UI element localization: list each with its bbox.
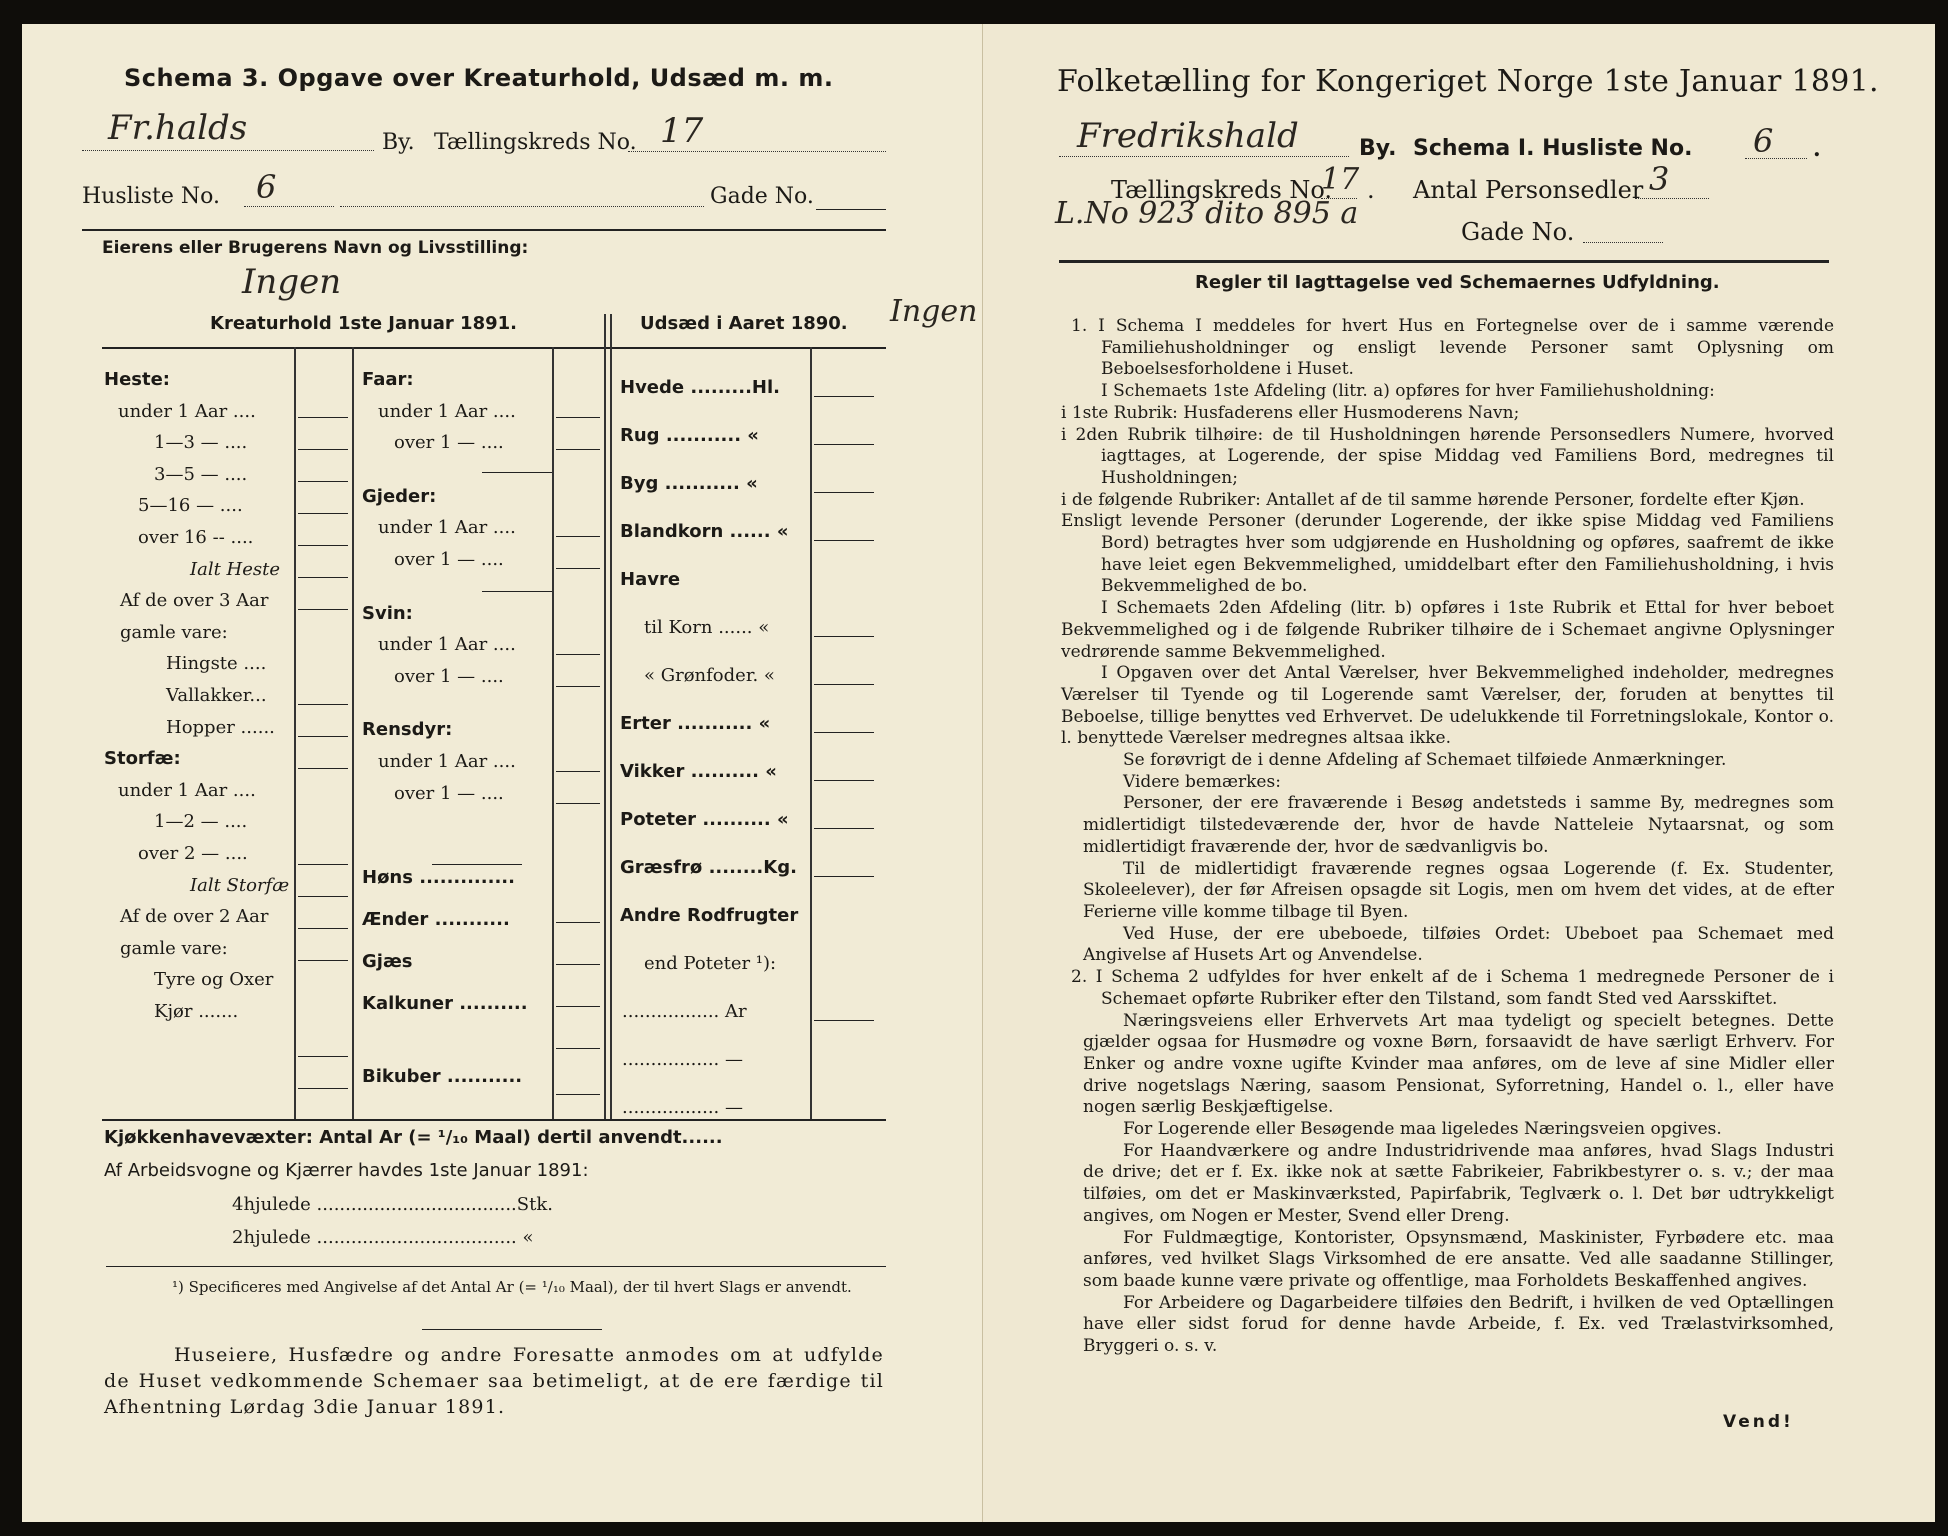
- livestock-row: Af de over 3 Aar: [120, 590, 269, 612]
- crop-row: « Grønfoder. «: [644, 665, 775, 686]
- rules-heading: Regler til Iagttagelse ved Schemaernes Udfyldning.: [1195, 272, 1720, 293]
- right-title: Folketælling for Kongeriget Norge 1ste Januar 1891.: [1057, 64, 1879, 99]
- rule-paragraph: i de følgende Rubriker: Antallet af de til samme hørende Personer, fordelte efter Kjøn.: [1061, 489, 1805, 510]
- livestock-row: under 1 Aar ....: [378, 400, 516, 422]
- udsaed-value: Ingen: [890, 294, 978, 329]
- livestock-row: over 1 — ....: [394, 432, 504, 454]
- personsedler-field: [1635, 160, 1709, 199]
- right-taellingskreds-field: [1321, 162, 1360, 199]
- to-hjulede-row: 2hjulede ................................... «: [232, 1227, 534, 1248]
- livestock-row: 5—16 — ....: [138, 495, 243, 517]
- footnote-rule: [106, 1266, 886, 1267]
- livestock-row: gamle vare:: [120, 937, 228, 959]
- rule-paragraph: i 2den Rubrik tilhøire: de til Husholdningen hørende Personsedlers Numere, hvorved iagttages, at Logerende, der spise Middag ved Familiens Bord, medregnes til Husholdningen;: [1061, 424, 1834, 488]
- right-by-field: [1059, 116, 1349, 157]
- svin-heading: Svin:: [362, 602, 413, 624]
- gade-label: Gade No.: [710, 184, 814, 209]
- right-husliste-field: [1745, 122, 1807, 160]
- by-field: [82, 108, 374, 151]
- right-by-label: By.: [1359, 136, 1397, 161]
- rule-paragraph: I Schemaets 1ste Afdeling (litr. a) opføres for hver Familiehusholdning:: [1101, 381, 1715, 402]
- closing-note: Huseiere, Husfædre og andre Foresatte anmodes om at udfylde de Huset vedkommende Schemaer saa betimeligt, at de ere færdige til Afhentning Lørdag 3die Januar 1891.: [104, 1344, 884, 1418]
- crop-row: Havre: [620, 569, 681, 590]
- gade-field-line: [340, 174, 704, 207]
- livestock-row: under 1 Aar ....: [378, 634, 516, 656]
- livestock-row: over 1 — ....: [394, 548, 504, 570]
- right-header-rule: [1059, 260, 1829, 263]
- bikuber-row: Bikuber ...........: [362, 1066, 523, 1088]
- crop-row: Blandkorn ...... «: [620, 521, 789, 542]
- crop-row: Byg ........... «: [620, 473, 758, 494]
- left-page-schema-3: [22, 24, 983, 1522]
- livestock-row: Hopper ......: [166, 716, 275, 738]
- rule-paragraph: For Arbeidere og Dagarbeidere tilføies den Bedrift, i hvilken de ved Optællingen have eller sidst forud for denne havde Arbeide, f. Ex. ved Trælastvirksomhed, Bryggeri o. s. v.: [1083, 1292, 1834, 1357]
- livestock-row: gamle vare:: [120, 621, 228, 643]
- personsedler-value: 3: [1649, 160, 1670, 198]
- livestock-column-2: [362, 364, 528, 1093]
- rule-paragraph: I Opgaven over det Antal Værelser, hver Bekvemmelighed indeholder, medregnes Værelser til Tyende og til Logerende samt Værelser, der, foruden at benyttes til Beboelse, tillige benyttes ved Erhvervet. De udelukkende til Forretningslokale, Kontor o. l. benyttede Værelser medregnes altsaa ikke.: [1061, 663, 1834, 749]
- rule-paragraph: Næringsveiens eller Erhvervets Art maa tydeligt og specielt betegnes. Dette gjælder ogsaa for Husmødre og voxne Børn, forsaavidt de have særligt Erhverv. For Enker og andre voxne ugifte Kvinder maa anføres, om de leve af sine Midler eller drive nogetslags Næring, saasom Pensionat, Syforretning, Handel o. l., eller have nogen særlig Beskjæftigelse.: [1083, 1010, 1834, 1118]
- table-top-rule: [102, 347, 886, 349]
- livestock-row: 3—5 — ....: [154, 463, 248, 485]
- rules-text: [1061, 316, 1834, 1358]
- fire-hjulede-row: 4hjulede ...................................Stk.: [232, 1194, 553, 1215]
- livestock-row: Tyre og Oxer: [154, 969, 274, 991]
- crop-row: Erter ........... «: [620, 713, 771, 734]
- husliste-field: [244, 168, 334, 207]
- crop-row: Hvede .........Hl.: [620, 377, 780, 398]
- lno-handwritten-note: L.No 923 dito 895 a: [1055, 196, 1359, 231]
- col-divider-2c: [610, 314, 612, 1119]
- owner-label: Eierens eller Brugerens Navn og Livsstilling:: [102, 238, 529, 258]
- crop-row: end Poteter ¹):: [644, 953, 777, 974]
- ialt-storfae: Ialt Storfæ: [190, 874, 290, 896]
- kjokkenhave-text: Kjøkkenhavevæxter: Antal Ar (= ¹/₁₀ Maal) dertil anvendt......: [104, 1127, 723, 1148]
- livestock-column-1: [104, 364, 289, 1027]
- kreaturhold-heading: Kreaturhold 1ste Januar 1891.: [210, 313, 517, 334]
- col-divider-3a: [810, 347, 812, 1119]
- gade-value-line: [816, 209, 886, 210]
- husliste-label: Husliste No.: [82, 184, 220, 209]
- husliste-value: 6: [256, 168, 277, 206]
- col-divider-2b: [604, 314, 606, 1119]
- livestock-row: under 1 Aar ....: [118, 400, 256, 422]
- rule-paragraph: Personer, der ere fraværende i Besøg andetsteds i samme By, medregnes som midlertidigt tilstedeværende der, hvor de havde Natteleie Nytaarsnat, og som midlertidigt fraværende der, hvor de sædvanligvis bo.: [1083, 793, 1834, 857]
- livestock-row: Kjør .......: [154, 1000, 239, 1022]
- crop-row: Andre Rodfrugter: [620, 905, 799, 926]
- ialt-heste: Ialt Heste: [190, 558, 281, 580]
- right-gade-field: [1583, 220, 1663, 243]
- right-taellingskreds-value: 17: [1321, 162, 1360, 197]
- livestock-row: 1—3 — ....: [154, 432, 248, 454]
- livestock-row: over 16 -- ....: [138, 526, 254, 548]
- gjeder-heading: Gjeder:: [362, 485, 437, 507]
- vend-label: Vend!: [1723, 1412, 1794, 1432]
- kalkuner-row: Kalkuner ..........: [362, 993, 528, 1015]
- col-divider-1a: [294, 347, 296, 1119]
- rule-paragraph: I Schemaets 2den Afdeling (litr. b) opføres i 1ste Rubrik et Ettal for hver beboet Bekvemmelighed og i de følgende Rubriker tilhøire de i Schemaet angivne Oplysninger vedrørende samme Bekvemmelighed.: [1061, 598, 1834, 662]
- livestock-row: under 1 Aar ....: [378, 517, 516, 539]
- aender-row: Ænder ...........: [362, 909, 510, 931]
- rule-paragraph: Ensligt levende Personer (derunder Logerende, der ikke spise Middag ved Familiens Bord) betragtes hver som udgjørende en Husholdning og opføres, saafremt de ikke have leiet egen Bekvemmelighed, umiddelbart efter den Familiehusholdning, i hvis Bekvemmelighed de bo.: [1061, 511, 1834, 597]
- footnote: ¹) Specificeres med Angivelse af det Antal Ar (= ¹/₁₀ Maal), der til hvert Slags er anvendt.: [172, 1278, 852, 1296]
- hons-row: Høns ..............: [362, 867, 515, 889]
- rule-paragraph: 1. I Schema I meddeles for hvert Hus en Fortegnelse over de i samme værende Familiehusholdninger og ensligt levende Personer samt Oplysning om Beboelsesforholdene i Huset.: [1071, 316, 1834, 380]
- udsaed-column: [620, 364, 798, 1132]
- rule-paragraph: Se forøvrigt de i denne Afdeling af Schemaet tilføiede Anmærkninger.: [1123, 750, 1727, 771]
- by-label: By.: [382, 130, 415, 155]
- crop-row: Græsfrø ........Kg.: [620, 857, 797, 878]
- right-husliste-value: 6: [1753, 122, 1774, 160]
- rensdyr-heading: Rensdyr:: [362, 719, 453, 741]
- livestock-row: 1—2 — ....: [154, 811, 248, 833]
- crop-row: Rug ........... «: [620, 425, 759, 446]
- right-taellingskreds-label: Tællingskreds No.: [1111, 176, 1333, 204]
- gjaes-row: Gjæs: [362, 951, 413, 973]
- owner-value: Ingen: [242, 262, 342, 302]
- arbeidsvogne-row: Af Arbeidsvogne og Kjærrer havdes 1ste Januar 1891:: [104, 1160, 589, 1181]
- storfae-heading: Storfæ:: [104, 748, 181, 770]
- taellingskreds-value: 17: [660, 111, 704, 151]
- header-rule: [82, 229, 886, 231]
- right-by-handwritten: Fredrikshald: [1077, 116, 1299, 156]
- rule-paragraph: For Fuldmægtige, Kontorister, Opsynsmænd, Maskinister, Fyrbødere etc. maa anføres, ved hvilket Slags Virksomhed de ere ansatte. Ved alle saadanne Stillinger, som baade kunne være private og offentlige, maa Forholdets Beskaffenhed angives.: [1083, 1227, 1834, 1291]
- closing-rule: [422, 1329, 602, 1330]
- livestock-row: Af de over 2 Aar: [120, 906, 269, 928]
- crop-row: ................. —: [622, 1049, 743, 1070]
- livestock-row: Hingste ....: [166, 653, 267, 675]
- crop-row: ................. —: [622, 1097, 743, 1118]
- col-divider-1b: [352, 347, 354, 1119]
- personsedler-label: Antal Personsedler: [1413, 176, 1644, 204]
- heste-heading: Heste:: [104, 369, 170, 390]
- livestock-row: over 1 — ....: [394, 782, 504, 804]
- by-handwritten: Fr.halds: [108, 108, 248, 148]
- right-page-schema-1: Folketælling for Kongeriget Norge 1ste Januar 1891. Fredrikshald By. Schema I. Husliste No. 6 . Tællingskreds No. 17 . Antal Personsedler 3 L.No 923 dito 895 a Gade No. Regler til Iagttagelse ved Schemaernes Udfyldning. 1. I Schema I meddeles for hvert Hus en Fortegnelse over de i samme værende Familiehusholdninger og ensligt levende Personer samt Oplysning om Beboelsesforholdene i Huset. I Schemaets 1ste Afdeling (litr. a) opføres for hver Familiehusholdning: i 1ste Rubrik: Husfaderens eller Husmoderens Navn; i 2den Rubrik tilhøire: de til Husholdningen hørende Personsedlers Numere, hvorved iagttages, at Logerende, der spise Middag ved Familiens Bord, medregnes til Husholdningen; i de følgende Rubriker: Antallet af de til samme hørende Personer, fordelte efter Kjøn. Ensligt levende Personer (derunder Logerende, der ikke spise Middag ved Familiens Bord) betragtes hver som udgjørende en Husholdning og opføres, saafremt de ikke have leiet egen Bekvemmelighed, umiddelbart efter den Familiehusholdning, i hvis Bekvemmelighed de bo. I Schemaets 2den Afdeling (litr. b) opføres i 1ste Rubrik et Ettal for hver beboet Bekvemmelighed og i de følgende Rubriker tilhøire de i Schemaet angivne Oplysninger vedrørende samme Bekvemmelighed. I Opgaven over det Antal Værelser, hver Bekvemmelighed indeholder, medregnes Værelser til Tyende og til Logerende samt Værelser, der, foruden at benyttes til Beboelse, tillige benyttes ved Erhvervet. De udelukkende til Forretningslokale, Kontor o. l. benyttede Værelser medregnes altsaa ikke. Se forøvrigt de i denne Afdeling af Schemaet tilføiede Anmærkninger. Videre bemærkes: Personer, der ere fraværende i Besøg andetsteds i samme By, medregnes som midlertidigt tilstedeværende der, hvor de havde Natteleie Nytaarsnat, og som midlertidigt fraværende der, hvor de sædvanligvis bo. Til de midlertidigt fraværende regnes ogsaa Logerende (f. Ex. Studenter, Skoleelever), der før Afreisen opsagde sit Logis, men om hvem det vides, at de efter Ferierne ville komme tilbage til Byen. Ved Huse, der ere ubeboede, tilføies Ordet: Ubeboet paa Schemaet med Angivelse af Husets Art og Anvendelse. 2. I Schema 2 udfyldes for hver enkelt af de i Schema 1 medregnede Personer de i Schemaet opførte Rubriker efter den Tilstand, som fandt Sted ved Aarsskiftet. Næringsveiens eller Erhvervets Art maa tydeligt og specielt betegnes. Dette gjælder ogsaa for Husmødre og voxne Børn, forsaavidt de have særligt Erhverv. For Enker og andre voxne ugifte Kvinder maa anføres, om de leve af sine Midler eller drive nogetslags Næring, saasom Pensionat, Syforretning, Handel o. l., eller have nogen særlig Beskjæftigelse. For Logerende eller Besøgende maa ligeledes Næringsveien opgives. For Haandværkere og andre Industridrivende maa anføres, hvad Slags Industri de drive; det er f. Ex. ikke nok at sætte Fabrikeier, Fabrikbestyrer o. s. v.; der maa tilføies, om det er Maskinværksted, Papirfabrik, Teglværk o. l. Det bør udtrykkeligt angives, om Nogen er Mester, Svend eller Dreng. For Fuldmægtige, Kontorister, Opsynsmænd, Maskinister, Fyrbødere etc. maa anføres, ved hvilket Slags Virksomhed de ere ansatte. Ved alle saadanne Stillinger, som baade kunne være private og offentlige, maa Forholdets Beskaffenhed angives. For Arbeidere og Dagarbeidere tilføies den Bedrift, i hvilken de ved Optællingen have eller sidst forud for denne havde Arbeide, f. Ex. ved Trælastvirksomhed, Bryggeri o. s. v. Vend!: [983, 24, 1935, 1522]
- col-divider-2a: [552, 347, 554, 1119]
- crop-row: ................. Ar: [622, 1001, 747, 1022]
- rule-paragraph: 2. I Schema 2 udfyldes for hver enkelt af de i Schema 1 medregnede Personer de i Schemaet opførte Rubriker efter den Tilstand, som fandt Sted ved Aarsskiftet.: [1071, 967, 1834, 1009]
- right-gade-label: Gade No.: [1461, 218, 1575, 246]
- rule-paragraph: Til de midlertidigt fraværende regnes ogsaa Logerende (f. Ex. Studenter, Skoleelever), der før Afreisen opsagde sit Logis, men om hvem det vides, at de efter Ferierne ville komme tilbage til Byen.: [1083, 858, 1834, 922]
- livestock-row: Vallakker...: [166, 684, 267, 706]
- crop-row: Vikker .......... «: [620, 761, 777, 782]
- taellingskreds-field: [628, 111, 886, 152]
- livestock-row: under 1 Aar ....: [378, 750, 516, 772]
- schema-1-label: Schema I. Husliste No.: [1413, 136, 1693, 161]
- faar-heading: Faar:: [362, 369, 414, 390]
- livestock-row: under 1 Aar ....: [118, 779, 256, 801]
- kjokkenhave-row: [104, 1127, 723, 1148]
- left-title: Schema 3. Opgave over Kreaturhold, Udsæd m. m.: [124, 64, 834, 92]
- livestock-row: over 1 — ....: [394, 665, 504, 687]
- rule-paragraph: For Haandværkere og andre Industridrivende maa anføres, hvad Slags Industri de drive; det er f. Ex. ikke nok at sætte Fabrikeier, Fabrikbestyrer o. s. v.; der maa tilføies, om det er Maskinværksted, Papirfabrik, Teglværk o. l. Det bør udtrykkeligt angives, om Nogen er Mester, Svend eller Dreng.: [1083, 1140, 1834, 1226]
- livestock-row: over 2 — ....: [138, 842, 248, 864]
- rule-paragraph: Videre bemærkes:: [1123, 771, 1281, 792]
- taellingskreds-label: Tællingskreds No.: [434, 130, 637, 155]
- rule-paragraph: i 1ste Rubrik: Husfaderens eller Husmoderens Navn;: [1061, 402, 1520, 423]
- rule-paragraph: Ved Huse, der ere ubeboede, tilføies Ordet: Ubeboet paa Schemaet med Angivelse af Husets Art og Anvendelse.: [1083, 923, 1834, 966]
- crop-row: Poteter .......... «: [620, 809, 789, 830]
- crop-row: til Korn ...... «: [644, 617, 770, 638]
- rule-paragraph: For Logerende eller Besøgende maa ligeledes Næringsveien opgives.: [1123, 1119, 1722, 1140]
- udsaed-heading: Udsæd i Aaret 1890.: [640, 313, 848, 334]
